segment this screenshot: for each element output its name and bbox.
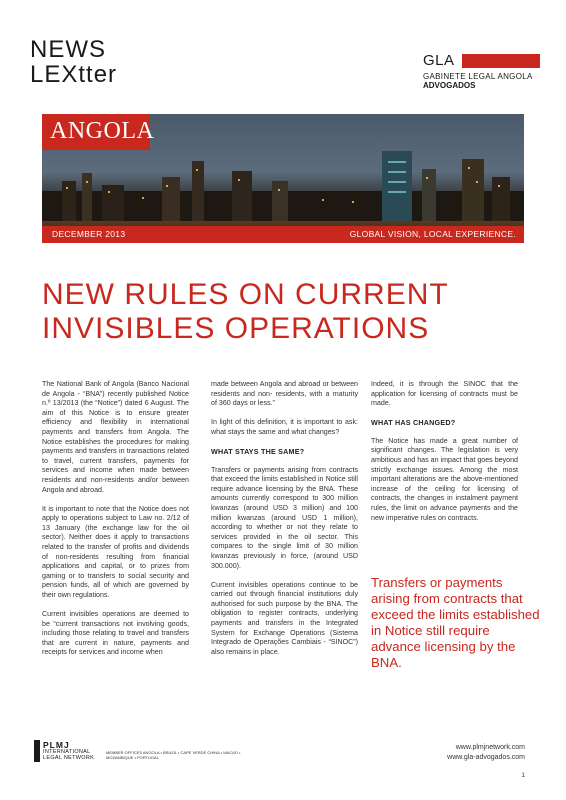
country-label xyxy=(42,114,155,150)
paragraph: The National Bank of Angola (Banco Nacional de Angola - “BNA”) recently published Notice n.º 13/2013 (the “Notice”) dated 6 August. The aim of this Notice is to ensure greater efficiency and flexibility in international payments and transfers from Angola. The Notice establishes the procedures for making payments and transfers in transactions related to travel, current transfers, payments for services and income when made between residents and non-residents and/or between Angola and abroad. xyxy=(42,380,189,494)
headline-line1: NEW RULES ON CURRENT xyxy=(42,278,449,311)
network-mark-icon xyxy=(34,740,40,762)
pull-quote: Transfers or payments arising from contracts that exceed the limits established in Notice still require advance licensing by the BNA. xyxy=(371,575,540,670)
firm-acronym: GLA xyxy=(423,52,455,69)
masthead-line1: NEWS xyxy=(30,36,106,63)
newsletter-masthead xyxy=(30,38,180,88)
logo-red-bar xyxy=(462,54,540,68)
section-heading: WHAT HAS CHANGED? xyxy=(371,418,456,428)
issue-date: DECEMBER 2013 xyxy=(52,229,126,239)
footer-links xyxy=(447,743,525,763)
tagline: GLOBAL VISION, LOCAL EXPERIENCE. xyxy=(349,229,516,239)
network-name: PLMJ xyxy=(43,740,70,750)
paragraph: It is important to note that the Notice does not apply to operations subject to Law no. 2/12 of 13 January (the exchange law for the oil sector). Neither does it apply to transactions related to the transfer of profits and dividends of non-residents resulting from financial applications and capital, or to prizes from gaming or to transfers to social security and pension funds, all of which are governed by their own regulations. xyxy=(42,504,189,599)
link-plmj[interactable]: www.plmjnetwork.com xyxy=(455,744,525,751)
link-gla[interactable]: www.gla-advogados.com xyxy=(447,754,525,761)
article-headline xyxy=(42,278,532,346)
network-logo xyxy=(34,740,244,768)
firm-logo xyxy=(423,52,543,90)
network-subtitle: INTERNATIONAL LEGAL NETWORK xyxy=(43,749,95,761)
paragraph: made between Angola and abroad or between residents and non- residents, with a maturity of 360 days or less.” xyxy=(211,380,358,408)
skyline-silhouette xyxy=(42,151,524,221)
paragraph: The Notice has made a great number of significant changes. The legislation is very ambitious and has an impact that goes beyond strictly exchange issues. Among the most important alterations are the above-mentioned increase of the ceiling for licensing of contracts, the changes in instalment payment rules, the limit on advance payments and the new imperative rules on contracts. xyxy=(371,436,518,522)
paragraph: In light of this definition, it is important to ask: what stays the same and what changes? xyxy=(211,418,358,436)
paragraph: Current invisibles operations are deemed to be “current transactions not involving goods, including those relating to travel and transfers that are current in nature, payments and receipts for services and income when xyxy=(42,610,189,657)
firm-sub: ADVOGADOS xyxy=(423,81,476,90)
headline-line2: INVISIBLES OPERATIONS xyxy=(42,312,430,345)
issue-strip xyxy=(42,226,524,243)
firm-name: GABINETE LEGAL ANGOLA xyxy=(423,72,533,81)
article-column-3 xyxy=(371,380,518,533)
paragraph: Indeed, it is through the SINOC that the application for licensing of contracts must be made. xyxy=(371,380,518,408)
section-heading: WHAT STAYS THE SAME? xyxy=(211,446,305,456)
page-number: 1 xyxy=(521,772,525,779)
country-name: ANGOLA xyxy=(50,118,155,144)
member-offices: MEMBER OFFICES ANGOLA • BRAZIL • CAPE VERDE CHINA • MACAO • MOZAMBIQUE • PORTUGAL xyxy=(106,750,241,760)
masthead-line2: LEXtter xyxy=(30,61,118,88)
paragraph: Current invisibles operations continue to be carried out through financial institutions duly authorised for such purpose by the BNA. The obligation to register contracts, underlying payments and transfers in the Integrated System for Exchange Operations (Sistema Integrado de Operações Cambiais - “SINOC”) also remains in place. xyxy=(211,580,358,656)
article-column-2 xyxy=(211,380,358,667)
article-column-1 xyxy=(42,380,189,668)
paragraph: Transfers or payments arising from contracts that exceed the limits established in Notice still require advance licensing by the BNA. These amounts currently correspond to 300 million kwanzas (around USD 3 million) and 100 million kwanzas (around USD 1 million), according to whether or not they relate to services provided in the oil sector. This compares to the single limit of 30 million kwanzas previously in force, (around USD 300.000). xyxy=(211,465,358,570)
